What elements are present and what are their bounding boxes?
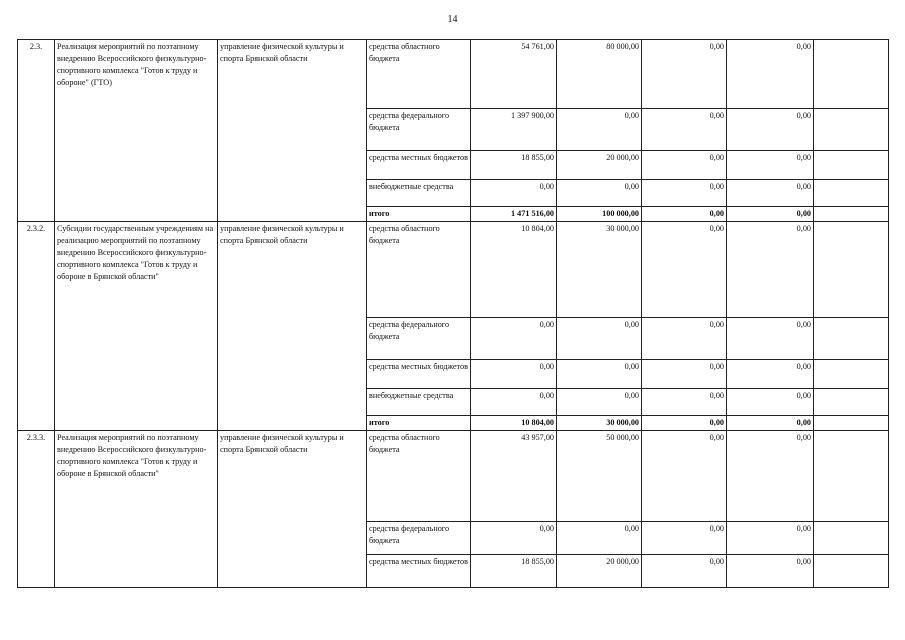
amount-year-4: 0,00 bbox=[727, 431, 814, 522]
amount-year-1: 0,00 bbox=[471, 360, 557, 389]
amount-year-2: 20 000,00 bbox=[557, 151, 642, 180]
table-row bbox=[18, 431, 889, 522]
amount-year-3: 0,00 bbox=[642, 207, 727, 222]
amount-year-4: 0,00 bbox=[727, 109, 814, 151]
empty-cell bbox=[814, 416, 889, 431]
amount-year-2: 0,00 bbox=[557, 360, 642, 389]
amount-year-3: 0,00 bbox=[642, 222, 727, 318]
empty-cell bbox=[814, 151, 889, 180]
empty-cell bbox=[814, 318, 889, 360]
amount-year-3: 0,00 bbox=[642, 318, 727, 360]
amount-year-3: 0,00 bbox=[642, 522, 727, 555]
amount-year-3: 0,00 bbox=[642, 431, 727, 522]
funding-source: средства местных бюджетов bbox=[367, 151, 471, 180]
item-title: Субсидии государственным учреждениям на реализацию мероприятий по поэтапному внедрению Всероссийского физкультурно-спортивного комплекса "Готов к труду и обороне в Брянской области" bbox=[55, 222, 218, 431]
amount-year-1: 1 397 900,00 bbox=[471, 109, 557, 151]
funding-source: средства федерального бюджета bbox=[367, 522, 471, 555]
funding-source: итого bbox=[367, 207, 471, 222]
amount-year-4: 0,00 bbox=[727, 40, 814, 109]
funding-source: средства местных бюджетов bbox=[367, 360, 471, 389]
table-row bbox=[18, 40, 889, 109]
item-number: 2.3.2. bbox=[18, 222, 55, 431]
amount-year-2: 0,00 bbox=[557, 389, 642, 416]
amount-year-3: 0,00 bbox=[642, 180, 727, 207]
amount-year-1: 0,00 bbox=[471, 522, 557, 555]
amount-year-3: 0,00 bbox=[642, 555, 727, 588]
amount-year-4: 0,00 bbox=[727, 180, 814, 207]
amount-year-2: 80 000,00 bbox=[557, 40, 642, 109]
amount-year-1: 0,00 bbox=[471, 318, 557, 360]
amount-year-3: 0,00 bbox=[642, 40, 727, 109]
amount-year-3: 0,00 bbox=[642, 416, 727, 431]
amount-year-4: 0,00 bbox=[727, 522, 814, 555]
amount-year-1: 10 804,00 bbox=[471, 416, 557, 431]
amount-year-1: 18 855,00 bbox=[471, 151, 557, 180]
item-title: Реализация мероприятий по поэтапному внедрению Всероссийского физкультурно-спортивного комплекса "Готов к труду и обороне в Брянской области" bbox=[55, 431, 218, 588]
empty-cell bbox=[814, 389, 889, 416]
funding-source: средства местных бюджетов bbox=[367, 555, 471, 588]
funding-source: итого bbox=[367, 416, 471, 431]
amount-year-1: 10 804,00 bbox=[471, 222, 557, 318]
amount-year-3: 0,00 bbox=[642, 109, 727, 151]
amount-year-2: 0,00 bbox=[557, 318, 642, 360]
empty-cell bbox=[814, 431, 889, 522]
amount-year-4: 0,00 bbox=[727, 555, 814, 588]
amount-year-1: 43 957,00 bbox=[471, 431, 557, 522]
funding-source: средства областного бюджета bbox=[367, 40, 471, 109]
amount-year-2: 30 000,00 bbox=[557, 222, 642, 318]
funding-source: средства областного бюджета bbox=[367, 222, 471, 318]
amount-year-4: 0,00 bbox=[727, 151, 814, 180]
amount-year-1: 0,00 bbox=[471, 389, 557, 416]
amount-year-2: 0,00 bbox=[557, 109, 642, 151]
empty-cell bbox=[814, 207, 889, 222]
amount-year-3: 0,00 bbox=[642, 151, 727, 180]
item-title: Реализация мероприятий по поэтапному внедрению Всероссийского физкультурно-спортивного комплекса "Готов к труду и обороне" (ГТО) bbox=[55, 40, 218, 222]
amount-year-1: 18 855,00 bbox=[471, 555, 557, 588]
amount-year-4: 0,00 bbox=[727, 360, 814, 389]
empty-cell bbox=[814, 360, 889, 389]
amount-year-4: 0,00 bbox=[727, 389, 814, 416]
empty-cell bbox=[814, 555, 889, 588]
funding-source: средства федерального бюджета bbox=[367, 318, 471, 360]
page-number: 14 bbox=[447, 14, 458, 25]
amount-year-2: 30 000,00 bbox=[557, 416, 642, 431]
amount-year-1: 1 471 516,00 bbox=[471, 207, 557, 222]
item-executor: управление физической культуры и спорта Брянской области bbox=[218, 431, 367, 588]
amount-year-4: 0,00 bbox=[727, 222, 814, 318]
funding-source: средства областного бюджета bbox=[367, 431, 471, 522]
amount-year-2: 100 000,00 bbox=[557, 207, 642, 222]
table-row bbox=[18, 222, 889, 318]
amount-year-4: 0,00 bbox=[727, 318, 814, 360]
amount-year-2: 20 000,00 bbox=[557, 555, 642, 588]
funding-source: внебюджетные средства bbox=[367, 180, 471, 207]
amount-year-1: 54 761,00 bbox=[471, 40, 557, 109]
empty-cell bbox=[814, 222, 889, 318]
item-number: 2.3. bbox=[18, 40, 55, 222]
amount-year-4: 0,00 bbox=[727, 416, 814, 431]
empty-cell bbox=[814, 109, 889, 151]
amount-year-3: 0,00 bbox=[642, 360, 727, 389]
funding-source: внебюджетные средства bbox=[367, 389, 471, 416]
empty-cell bbox=[814, 180, 889, 207]
budget-table bbox=[17, 39, 889, 588]
amount-year-3: 0,00 bbox=[642, 389, 727, 416]
amount-year-2: 50 000,00 bbox=[557, 431, 642, 522]
amount-year-4: 0,00 bbox=[727, 207, 814, 222]
empty-cell bbox=[814, 40, 889, 109]
item-number: 2.3.3. bbox=[18, 431, 55, 588]
amount-year-2: 0,00 bbox=[557, 180, 642, 207]
funding-source: средства федерального бюджета bbox=[367, 109, 471, 151]
item-executor: управление физической культуры и спорта Брянской области bbox=[218, 222, 367, 431]
empty-cell bbox=[814, 522, 889, 555]
amount-year-1: 0,00 bbox=[471, 180, 557, 207]
item-executor: управление физической культуры и спорта Брянской области bbox=[218, 40, 367, 222]
amount-year-2: 0,00 bbox=[557, 522, 642, 555]
